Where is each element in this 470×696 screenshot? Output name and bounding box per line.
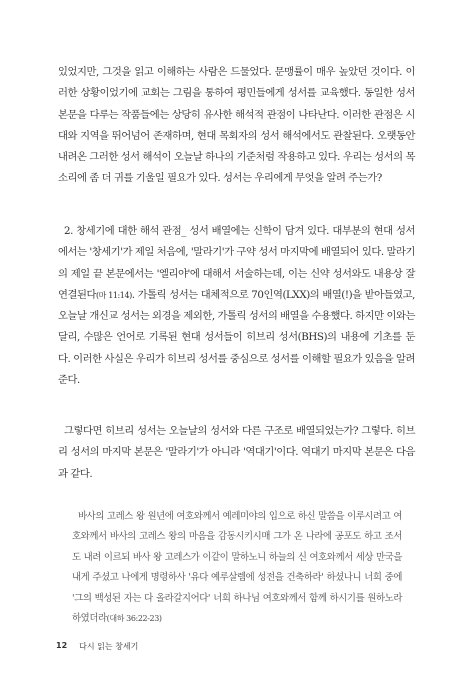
quote-text: 바사의 고레스 왕 원년에 여호와께서 예레미야의 입으로 하신 말씀을 이루시려고 여호와께서 바사의 고레스 왕의 마음을 감동시키시매 그가 온 나라에 공포도 하고 조서도 내려 이르되 바사 왕 고레스가 이같이 말하노니 하늘의 신 여호와께서 세상 만국을 내게 주셨고 나에게 명령하사 '유다 예루살렘에 성전을 건축하라' 하셨나니 너희 중에 '그의 백성된 자는 다 올라갈지어다' 너희 하나님 여호와께서 함께 하시기를 원하노라 하였더라	[72, 511, 402, 625]
quote-reference: (대하 36:22-23)	[106, 614, 162, 624]
body-paragraph-2	[58, 221, 415, 391]
paragraph-2-text: 2. 창세기에 대한 해석 관점_ 성서 배열에는 신학이 담겨 있다. 대부분의 현대 성서에서는 '창세기'가 제일 처음에, '말라기'가 구약 성서 마지막에 배열되어 있다. 말라기의 제일 끝 본문에서는 '엘리야'에 대해서 서술하는데, 이는 신약 성서와도 내용상 잘 연결된다	[58, 225, 415, 301]
running-title: 다시 읽는 창세기	[79, 642, 139, 651]
paragraph-2-reference: (마 11:14)	[96, 290, 132, 300]
body-paragraph-1: 있었지만, 그것을 읽고 이해하는 사람은 드물었다. 문맹률이 매우 높았던 것이다. 이러한 상황이었기에 교회는 그림을 통하여 평민들에게 성서를 교육했다. 동일한 성서 본문을 다루는 작품들에는 상당히 유사한 해석적 관점이 나타난다. 이러한 관점은 시대와 지역을 뛰어넘어 존재하며, 현대 목회자의 성서 해석에서도 관찰된다. 오랫동안 내려온 그러한 성서 해석이 오늘날 하나의 기준처럼 작용하고 있다. 우리는 성서의 목소리에 좀 더 귀를 기울일 필요가 있다. 성서는 우리에게 무엇을 알려 주는가?	[58, 66, 415, 185]
paragraph-2-text-rest: . 가톨릭 성서는 대체적으로 70인역(LXX)의 배열(!)을 받아들였고, 오늘날 개신교 성서는 외경을 제외한, 가톨릭 성서의 배열을 수용했다. 하지만 이와는 달리, 수많은 언어로 기록된 현대 성서들이 히브리 성서(BHS)의 내용에 기초를 둔다. 이러한 사실은 우리가 히브리 성서를 중심으로 성서를 이해할 필요가 있음을 알려 준다.	[58, 288, 415, 387]
body-paragraph-3: 그렇다면 히브리 성서는 오늘날의 성서와 다른 구조로 배열되었는가? 그렇다. 히브리 성서의 마지막 본문은 '말라기'가 아니라 '역대기'이다. 역대기 마지막 본문은 다음과 같다.	[58, 425, 415, 480]
scripture-quote	[72, 507, 402, 629]
page-number: 12	[56, 641, 68, 650]
page-footer	[56, 641, 138, 652]
